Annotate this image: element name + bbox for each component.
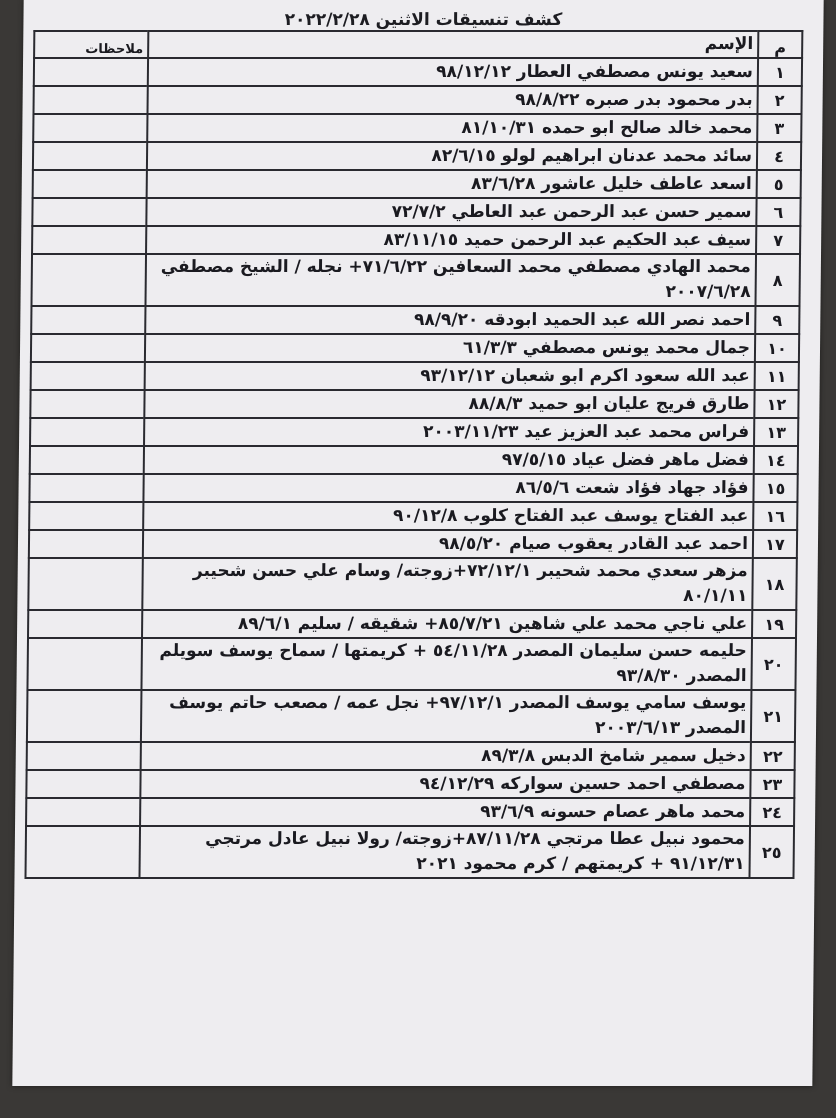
row-notes: [27, 638, 142, 690]
row-notes: [30, 418, 144, 446]
row-notes: [31, 362, 145, 390]
row-notes: [29, 474, 143, 502]
row-notes: [25, 826, 140, 878]
row-number: ١٣: [754, 418, 798, 446]
row-number: ٢٢: [751, 742, 795, 770]
row-name: علي ناجي محمد علي شاهين ٨٥/٧/٢١+ شقيقه / سليم ٨٩/٦/١: [142, 610, 752, 638]
table-row: [27, 742, 795, 770]
row-number: ٢٣: [750, 770, 794, 798]
row-name: بدر محمود بدر صبره ٩٨/٨/٢٢: [147, 86, 757, 114]
row-name: فؤاد جهاد فؤاد شعت ٨٦/٥/٦: [143, 474, 753, 502]
row-name: محمد خالد صالح ابو حمده ٨١/١٠/٣١: [147, 114, 757, 142]
table-row: [30, 390, 798, 418]
row-notes: [32, 226, 146, 254]
row-name: محمود نبيل عطا مرتجي ٨٧/١١/٢٨+زوجته/ رولا نبيل عادل مرتجي ٩١/١٢/٣١ + كريمتهم / كرم محمود ٢٠٢١: [139, 826, 750, 878]
row-number: ١٠: [755, 334, 799, 362]
row-name: سعيد يونس مصطفي العطار ٩٨/١٢/١٢: [148, 58, 758, 86]
table-row: [29, 502, 797, 530]
row-notes: [29, 502, 143, 530]
row-notes: [34, 58, 148, 86]
row-number: ١١: [755, 362, 799, 390]
row-number: ٥: [757, 170, 801, 198]
row-notes: [28, 610, 142, 638]
header-name: الإسم: [148, 31, 758, 58]
row-number: ٢٠: [751, 638, 796, 690]
names-table: [24, 30, 803, 879]
row-notes: [27, 742, 141, 770]
row-notes: [31, 334, 145, 362]
row-notes: [33, 86, 147, 114]
table-row: [31, 306, 799, 334]
row-notes: [29, 530, 143, 558]
row-number: ١٢: [754, 390, 798, 418]
row-number: ٢: [757, 86, 801, 114]
row-name: محمد ماهر عصام حسونه ٩٣/٦/٩: [140, 798, 750, 826]
row-name: طارق فريج عليان ابو حميد ٨٨/٨/٣: [144, 390, 754, 418]
row-number: ١٨: [752, 558, 797, 610]
row-number: ١: [758, 58, 802, 86]
table-row: [30, 418, 798, 446]
row-name: اسعد عاطف خليل عاشور ٨٣/٦/٢٨: [147, 170, 757, 198]
table-row: [30, 446, 798, 474]
row-number: ١٤: [754, 446, 798, 474]
table-row: [28, 610, 796, 638]
row-number: ١٦: [753, 502, 797, 530]
row-notes: [30, 446, 144, 474]
row-notes: [31, 306, 145, 334]
table-row: [34, 58, 802, 86]
table-row: [33, 86, 801, 114]
row-notes: [33, 170, 147, 198]
row-notes: [33, 142, 147, 170]
table-row: [27, 638, 796, 690]
header-notes: ملاحظات: [34, 31, 148, 58]
row-number: ٢٤: [750, 798, 794, 826]
row-notes: [33, 114, 147, 142]
table-row: [31, 254, 800, 306]
row-notes: [27, 690, 142, 742]
table-body: [25, 58, 802, 878]
row-name: محمد الهادي مصطفي محمد السعافين ٧١/٦/٢٢+ نجله / الشيخ مصطفي ٢٠٠٧/٦/٢٨: [145, 254, 756, 306]
row-number: ٢٥: [749, 826, 794, 878]
row-name: سائد محمد عدنان ابراهيم لولو ٨٢/٦/١٥: [147, 142, 757, 170]
row-number: ٨: [755, 254, 800, 306]
row-number: ٤: [757, 142, 801, 170]
table-row: [33, 142, 801, 170]
table-row: [32, 198, 800, 226]
row-number: ١٥: [753, 474, 797, 502]
table-row: [28, 558, 797, 610]
row-number: ٣: [757, 114, 801, 142]
row-notes: [31, 254, 146, 306]
table-row: [29, 530, 797, 558]
document-page: [12, 0, 823, 1086]
row-notes: [28, 558, 143, 610]
row-name: مصطفي احمد حسين سواركه ٩٤/١٢/٢٩: [140, 770, 750, 798]
row-number: ٦: [756, 198, 800, 226]
row-name: سمير حسن عبد الرحمن عبد العاطي ٧٢/٧/٢: [146, 198, 756, 226]
row-notes: [26, 798, 140, 826]
row-notes: [32, 198, 146, 226]
row-number: ١٧: [753, 530, 797, 558]
table-row: [25, 826, 794, 878]
table-row: [31, 334, 799, 362]
row-name: حليمه حسن سليمان المصدر ٥٤/١١/٢٨ + كريمتها / سماح يوسف سويلم المصدر ٩٣/٨/٣٠: [141, 638, 752, 690]
table-row: [26, 798, 794, 826]
row-name: دخيل سمير شامخ الدبس ٨٩/٣/٨: [141, 742, 751, 770]
row-number: ٢١: [751, 690, 796, 742]
header-number: م: [758, 31, 802, 58]
table-row: [32, 226, 800, 254]
row-name: سيف عبد الحكيم عبد الرحمن حميد ٨٣/١١/١٥: [146, 226, 756, 254]
table-row: [27, 690, 796, 742]
row-name: يوسف سامي يوسف المصدر ٩٧/١٢/١+ نجل عمه / مصعب حاتم يوسف المصدر ٢٠٠٣/٦/١٣: [141, 690, 752, 742]
row-name: جمال محمد يونس مصطفي ٦١/٣/٣: [145, 334, 755, 362]
row-name: عبد الله سعود اكرم ابو شعبان ٩٣/١٢/١٢: [145, 362, 755, 390]
table-row: [33, 114, 801, 142]
table-row: [26, 770, 794, 798]
row-notes: [30, 390, 144, 418]
row-number: ٧: [756, 226, 800, 254]
table-row: [29, 474, 797, 502]
row-name: احمد نصر الله عبد الحميد ابودقه ٩٨/٩/٢٠: [145, 306, 755, 334]
row-notes: [26, 770, 140, 798]
table-header-row: [34, 31, 802, 58]
row-name: فضل ماهر فضل عياد ٩٧/٥/١٥: [144, 446, 754, 474]
row-name: مزهر سعدي محمد شحيبر ٧٢/١٢/١+زوجته/ وسام علي حسن شحيبر ٨٠/١/١١: [142, 558, 753, 610]
table-row: [33, 170, 801, 198]
document-title: كشف تنسيقات الاثنين ٢٠٢٢/٢/٢٨: [284, 10, 563, 30]
row-number: ٩: [755, 306, 799, 334]
row-name: عبد الفتاح يوسف عبد الفتاح كلوب ٩٠/١٢/٨: [143, 502, 753, 530]
row-name: احمد عبد القادر يعقوب صيام ٩٨/٥/٢٠: [143, 530, 753, 558]
table-row: [31, 362, 799, 390]
row-name: فراس محمد عبد العزيز عيد ٢٠٠٣/١١/٢٣: [144, 418, 754, 446]
row-number: ١٩: [752, 610, 796, 638]
